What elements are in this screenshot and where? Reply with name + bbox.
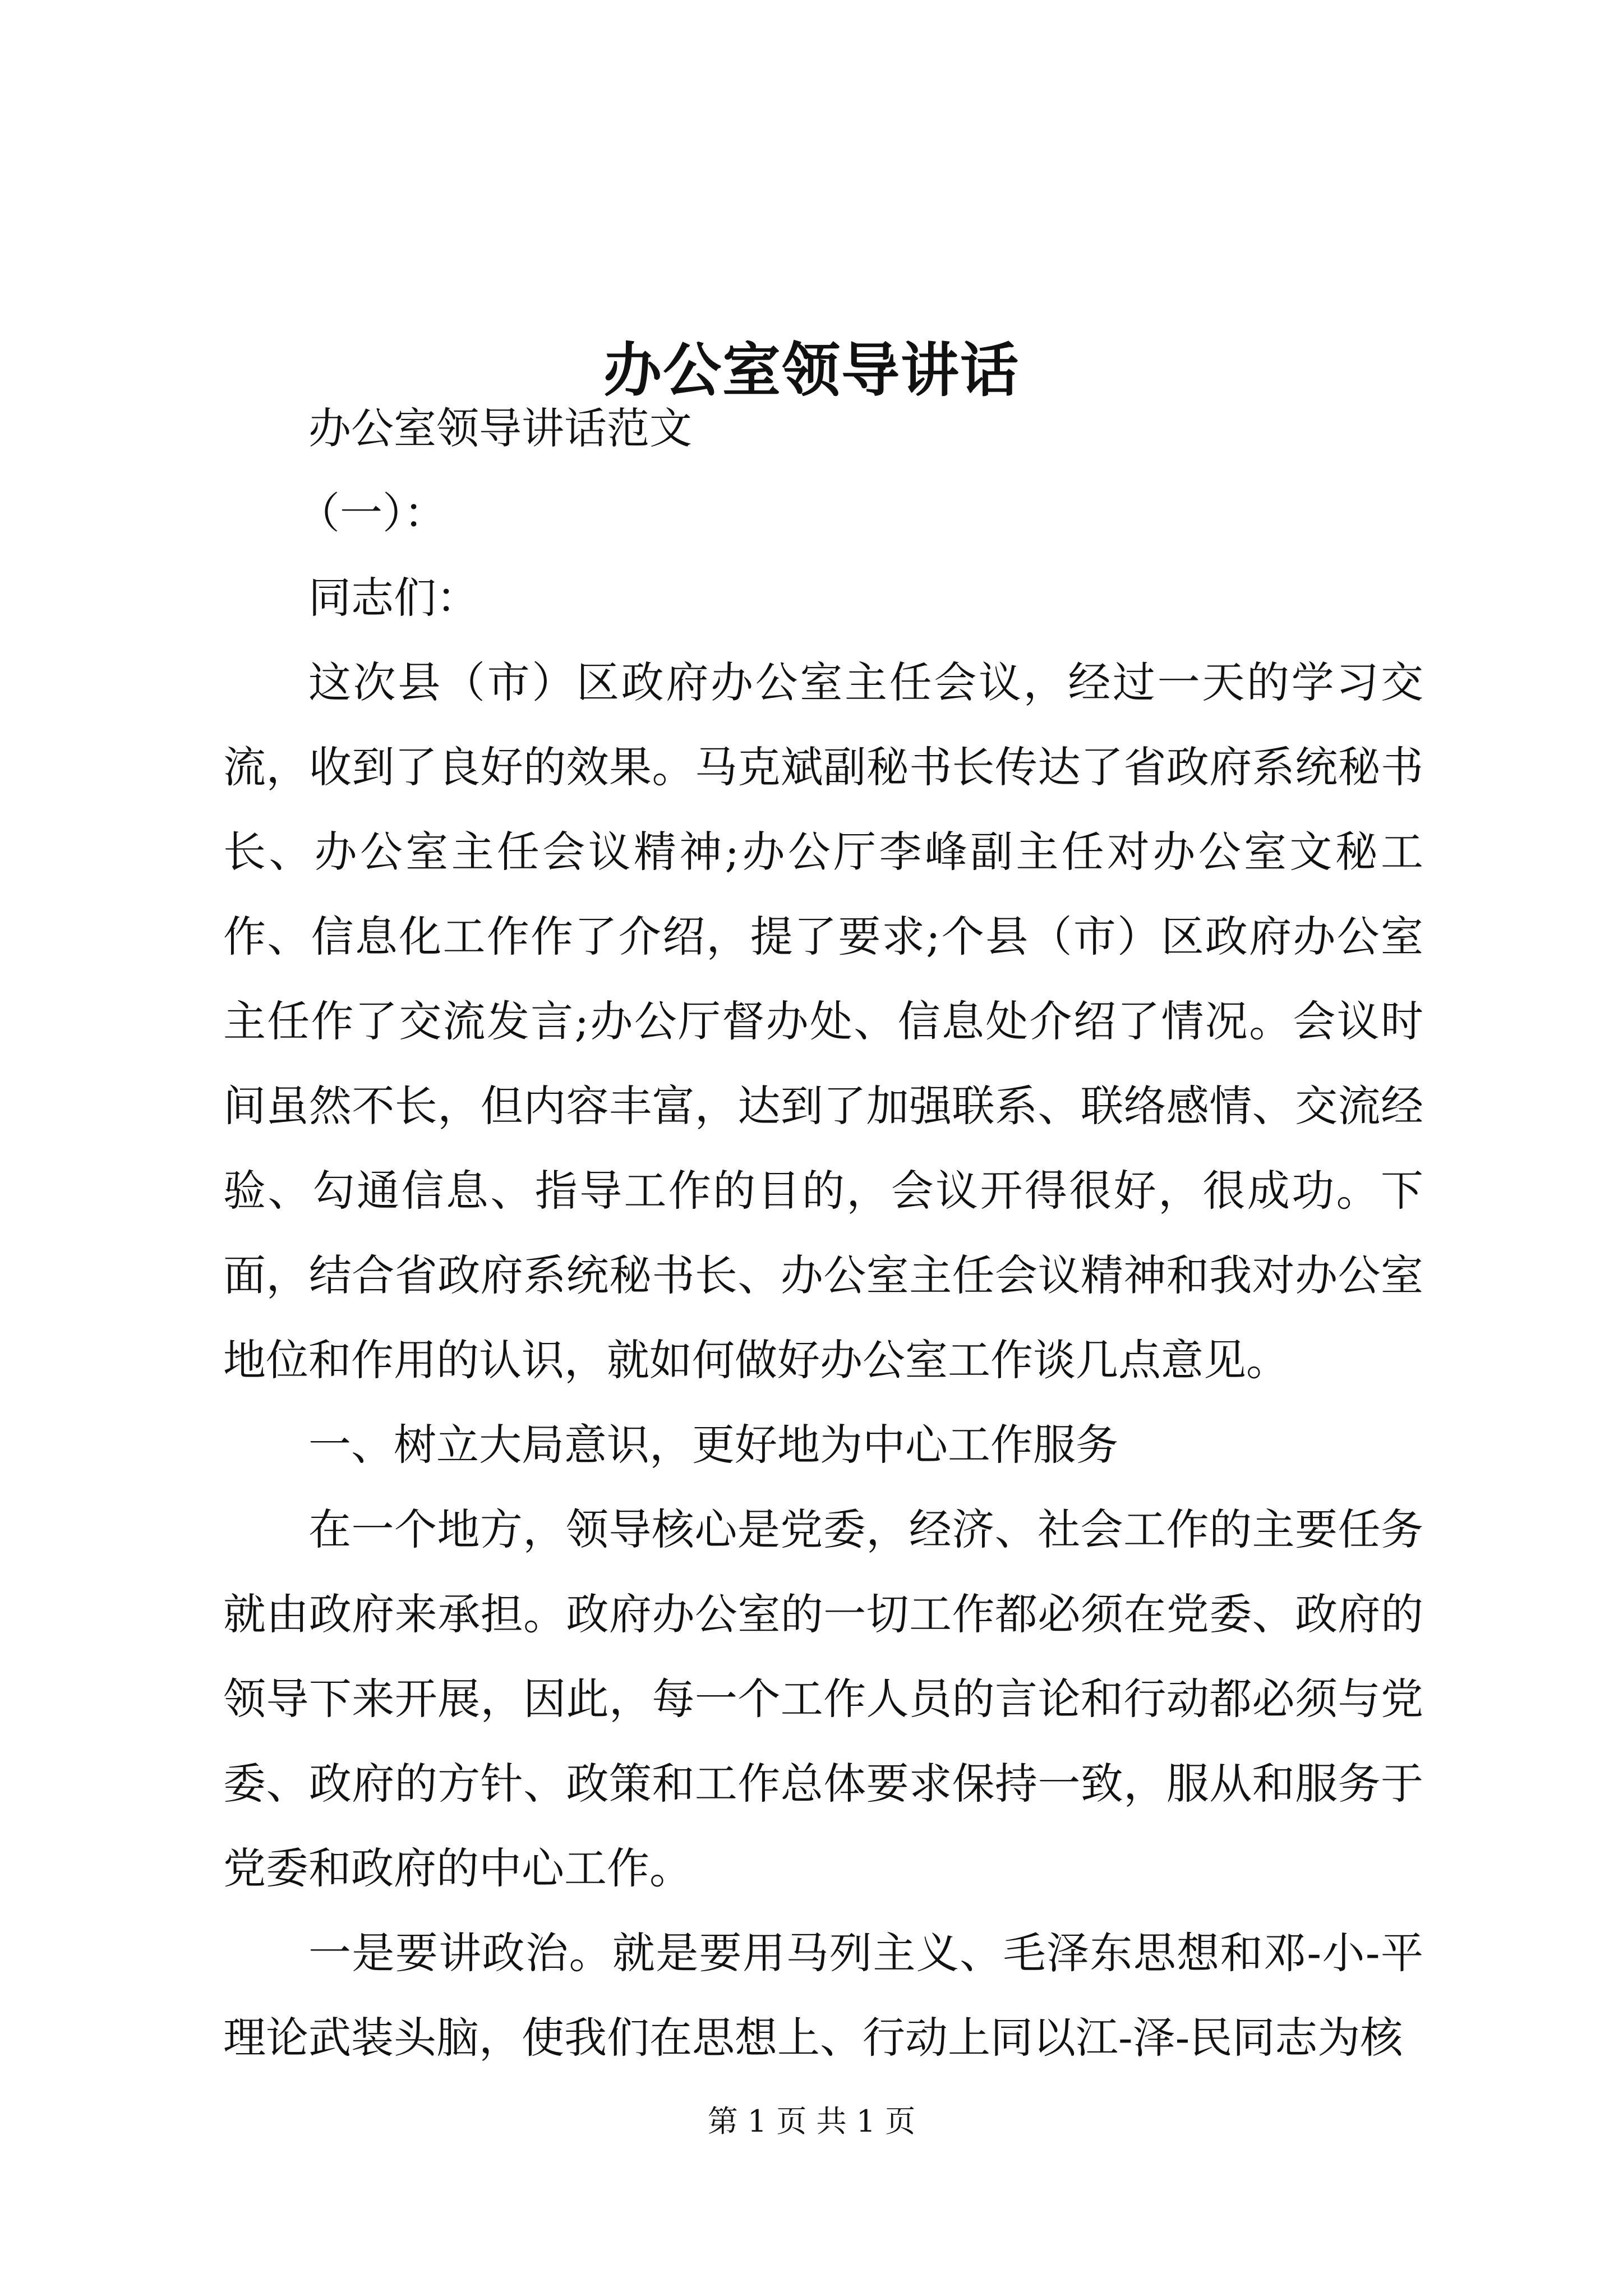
document-title: 办公室领导讲话 xyxy=(603,335,1020,404)
subtitle-paragraph: 办公室领导讲话范文 xyxy=(308,403,692,453)
page-footer: 第 1 页 共 1 页 xyxy=(707,2104,916,2139)
body-paragraph-2: 在一个地方，领导核心是党委，经济、社会工作的主要任务就由政府来承担。政府办公室的一切工作都必须在党委、政府的领导下来开展，因此，每一个工作人员的言论和行动都必须与党委、政府的方针、政策和工作总体要求保持一致，服从和服务于党委和政府的中心工作。 xyxy=(223,1504,1423,1893)
body-paragraph-1: 这次县（市）区政府办公室主任会议，经过一天的学习交流，收到了良好的效果。马克斌副秘书长传达了省政府系统秘书长、办公室主任会议精神;办公厅李峰副主任对办公室文秘工作、信息化工作作了介绍，提了要求;个县（市）区政府办公室主任作了交流发言;办公厅督办处、信息处介绍了情况。会议时间虽然不长，但内容丰富，达到了加强联系、联络感情、交流经验、勾通信息、指导工作的目的，会议开得很好，很成功。下面，结合省政府系统秘书长、办公室主任会议精神和我对办公室地位和作用的认识，就如何做好办公室工作谈几点意见。 xyxy=(223,657,1423,1385)
salutation-paragraph: 同志们： xyxy=(308,573,479,623)
document-body xyxy=(223,386,1423,2080)
section-marker-paragraph: （一）： xyxy=(297,488,446,538)
body-paragraph-3: 一是要讲政治。就是要用马列主义、毛泽东思想和邓-小-平理论武装头脑，使我们在思想上、行动上同以江-泽-民同志为核 xyxy=(223,1928,1423,2063)
section-heading-1: 一、树立大局意识，更好地为中心工作服务 xyxy=(308,1420,1118,1470)
